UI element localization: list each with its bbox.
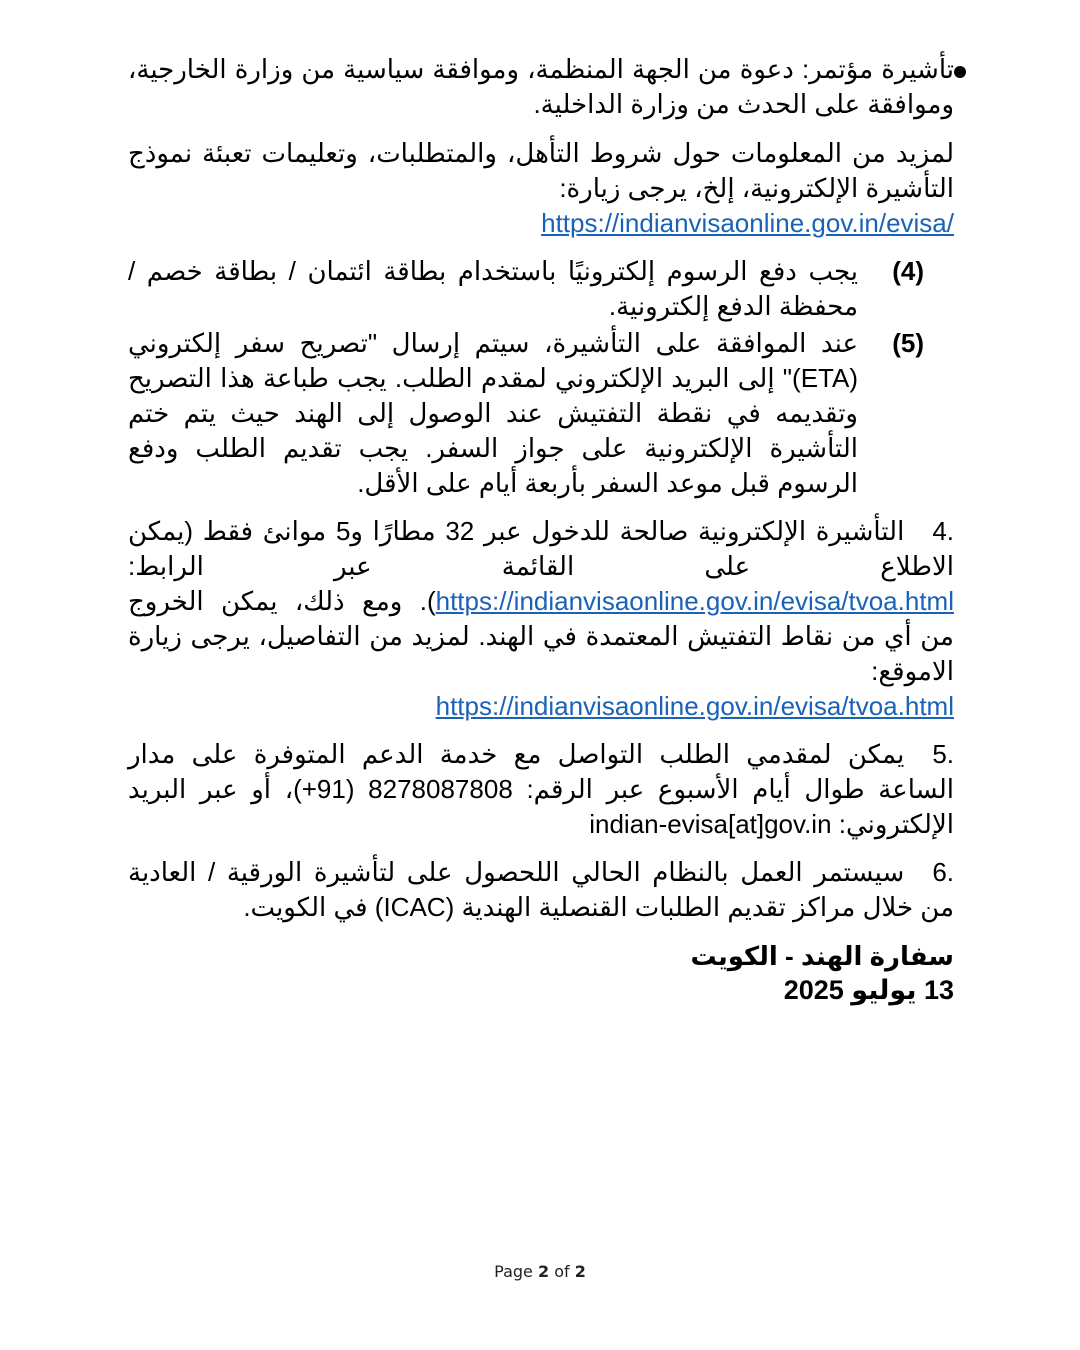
tvoa-link-1[interactable]: https://indianvisaonline.gov.in/evisa/tvoa.html: [435, 586, 954, 616]
more-info-paragraph: [128, 136, 954, 241]
point-6-paragraph: [128, 855, 954, 925]
bullet-dot-icon: [954, 66, 966, 78]
bullet-text: تأشيرة مؤتمر: دعوة من الجهة المنظمة، وموافقة سياسية من وزارة الخارجية، وموافقة على الحدث من وزارة الداخلية.: [128, 54, 954, 119]
support-phone: (+91) 8278087808: [293, 774, 513, 804]
point-4-paragraph: [128, 514, 954, 724]
tvoa-link-2[interactable]: https://indianvisaonline.gov.in/evisa/tvoa.html: [435, 691, 954, 721]
point-5-text-middle: ، أو عبر البريد الإلكتروني:: [128, 774, 954, 839]
document-body: [128, 52, 954, 1007]
point-4-text-middle: ). ومع ذلك، يمكن الخروج من أي من نقاط التفتيش المعتمدة في الهند. لمزيد من التفاصيل، يرجى زيارة الاموقع:: [128, 586, 954, 686]
point-6-text: سيستمر العمل بالنظام الحالي اللحصول على لتأشيرة الورقية / العادية من خلال مراكز تقديم الطلبات القنصلية الهندية (ICAC) في الكويت.: [128, 857, 954, 922]
footer-of-word: of: [554, 1262, 570, 1281]
point-4-text-before: التأشيرة الإلكترونية صالحة للدخول عبر 32 مطارًا و5 موانئ فقط (يمكن الاطلاع على القائمة عبر الرابط:: [128, 516, 954, 581]
bullet-conference-visa: [128, 52, 954, 122]
more-info-text: لمزيد من المعلومات حول شروط التأهل، والمتطلبات، وتعليمات تعبئة نموذج التأشيرة الإلكترونية، إلخ، يرجى زيارة:: [128, 138, 954, 203]
signature-date: 13 يوليو 2025: [783, 975, 954, 1005]
item-text: يجب دفع الرسوم إلكترونيًا باستخدام بطاقة ائتمان / بطاقة خصم / محفظة الدفع إلكترونية.: [128, 256, 858, 321]
signature-org: سفارة الهند - الكويت: [690, 941, 954, 971]
signature-block: [128, 939, 954, 1007]
support-email: indian-evisa[at]gov.in: [589, 809, 832, 839]
numbered-item-4: [128, 254, 954, 324]
point-number: 4.: [932, 516, 954, 546]
footer-current-page: 2: [537, 1262, 550, 1281]
footer-total-pages: 2: [574, 1262, 586, 1281]
item-text: عند الموافقة على التأشيرة، سيتم إرسال "تصريح سفر إلكتروني (ETA)" إلى البريد الإلكتروني لمقدم الطلب. يجب طباعة هذا التصريح وتقديمه في نقطة التفتيش عند الوصول إلى الهند حيث يتم ختم التأشيرة الإلكترونية على جواز السفر. يجب تقديم الطلب ودفع الرسوم قبل موعد السفر بأربعة أيام على الأقل.: [128, 328, 858, 498]
item-label: (4): [892, 256, 924, 286]
page-footer: [0, 1262, 1080, 1281]
footer-page-word: Page: [494, 1262, 533, 1281]
point-number: 6.: [932, 857, 954, 887]
item-label: (5): [892, 328, 924, 358]
point-number: 5.: [932, 739, 954, 769]
evisa-link[interactable]: https://indianvisaonline.gov.in/evisa/: [541, 208, 954, 238]
point-5-paragraph: [128, 737, 954, 842]
numbered-item-5: [128, 326, 954, 501]
point-5-text-before: يمكن لمقدمي الطلب التواصل مع خدمة الدعم المتوفرة على مدار الساعة طوال أيام الأسبوع عبر الرقم:: [128, 739, 954, 804]
